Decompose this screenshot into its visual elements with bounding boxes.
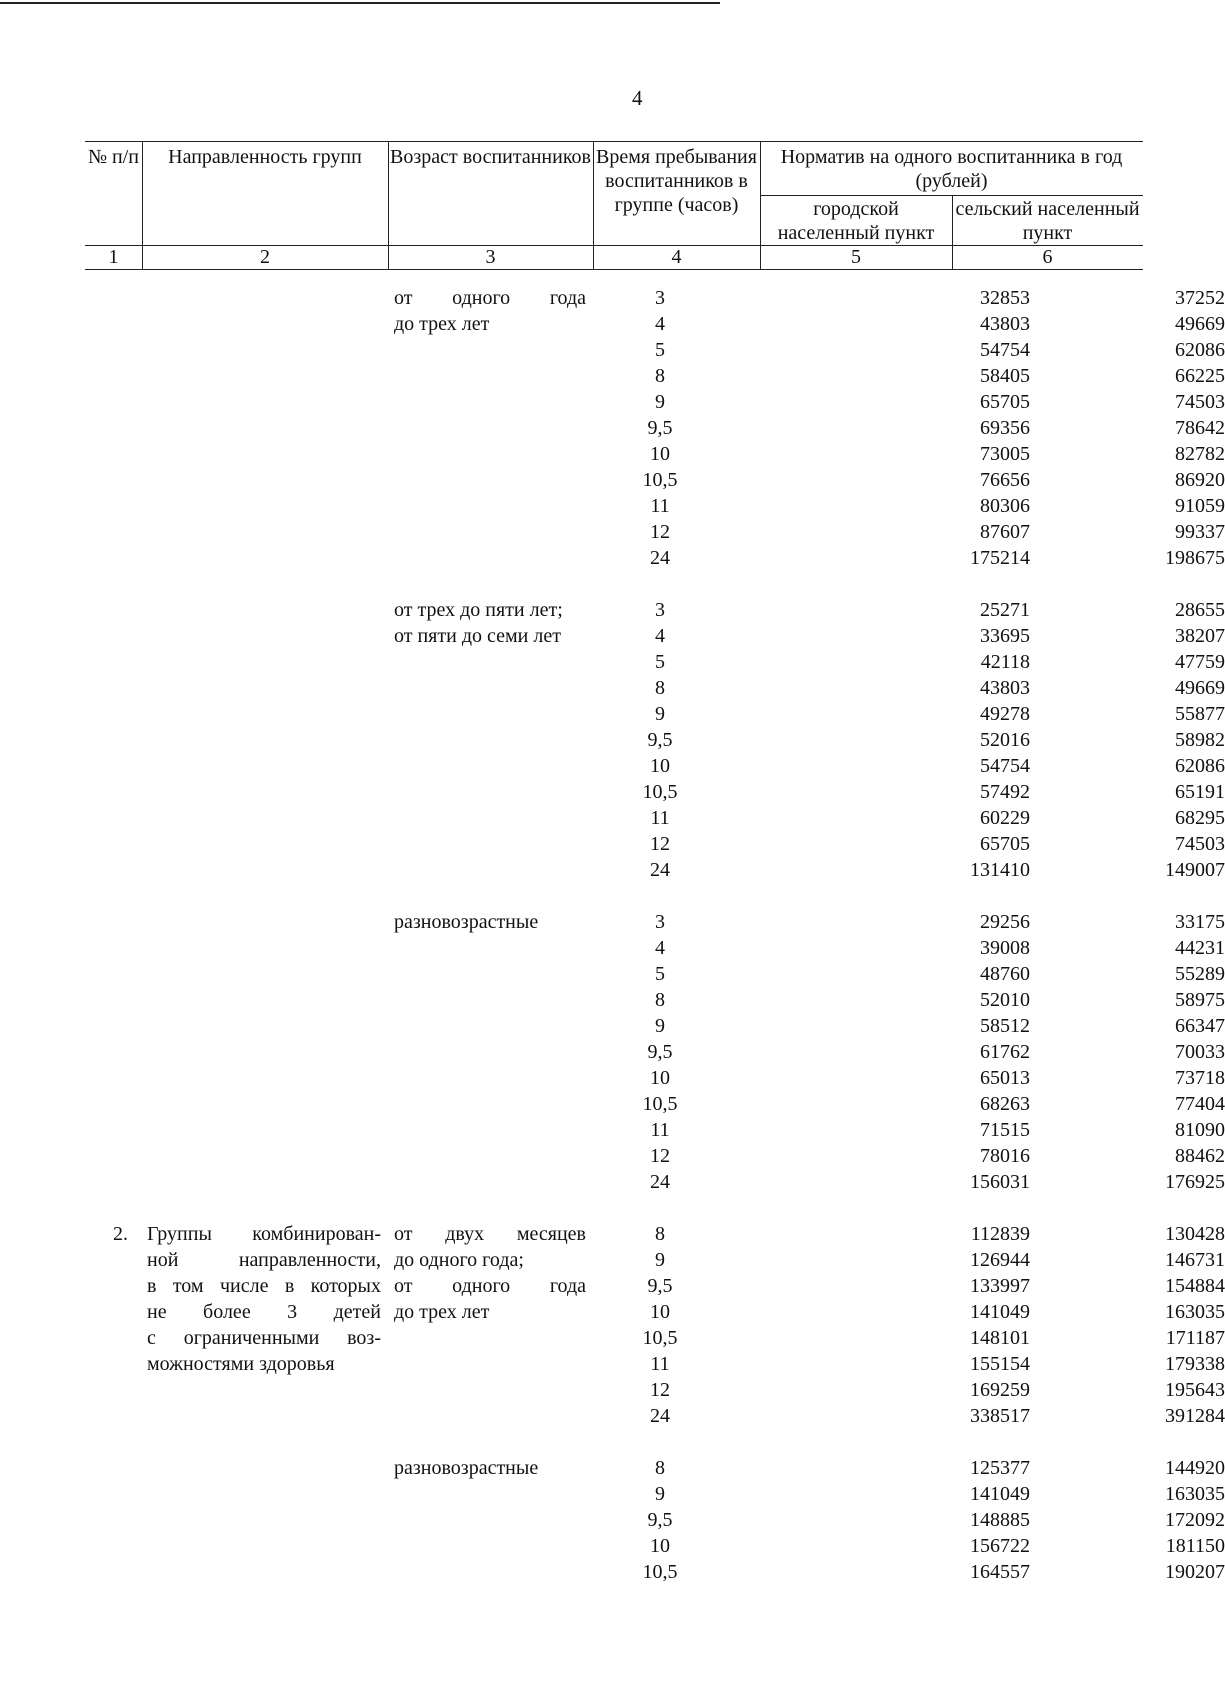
rural-norm-cell: 86920 bbox=[1175, 469, 1225, 491]
rural-norm-cell: 49669 bbox=[1175, 677, 1225, 699]
time-cell: 9 bbox=[655, 1483, 665, 1505]
time-cell: 8 bbox=[655, 677, 665, 699]
rural-norm-cell: 74503 bbox=[1175, 391, 1225, 413]
direction-line: Группы комбинирован- bbox=[147, 1223, 381, 1245]
urban-norm-cell: 58405 bbox=[980, 365, 1030, 387]
urban-norm-cell: 49278 bbox=[980, 703, 1030, 725]
time-cell: 10 bbox=[650, 1301, 670, 1323]
rural-norm-cell: 77404 bbox=[1175, 1093, 1225, 1115]
urban-norm-cell: 58512 bbox=[980, 1015, 1030, 1037]
urban-norm-cell: 61762 bbox=[980, 1041, 1030, 1063]
time-cell: 24 bbox=[650, 859, 670, 881]
rural-norm-cell: 130428 bbox=[1165, 1223, 1225, 1245]
rural-norm-cell: 66225 bbox=[1175, 365, 1225, 387]
rural-norm-cell: 49669 bbox=[1175, 313, 1225, 335]
time-cell: 24 bbox=[650, 1171, 670, 1193]
urban-norm-cell: 68263 bbox=[980, 1093, 1030, 1115]
urban-norm-cell: 57492 bbox=[980, 781, 1030, 803]
time-cell: 11 bbox=[650, 1119, 670, 1141]
time-cell: 24 bbox=[650, 547, 670, 569]
urban-norm-cell: 155154 bbox=[970, 1353, 1030, 1375]
rural-norm-cell: 163035 bbox=[1165, 1483, 1225, 1505]
urban-norm-cell: 39008 bbox=[980, 937, 1030, 959]
header-time: Время пребывания воспитанников в группе (часов) bbox=[596, 146, 757, 216]
header-colnum-1: 1 bbox=[108, 246, 119, 268]
urban-norm-cell: 141049 bbox=[970, 1483, 1030, 1505]
time-cell: 10 bbox=[650, 443, 670, 465]
age-line: от двух месяцев bbox=[394, 1223, 586, 1245]
rural-norm-cell: 195643 bbox=[1165, 1379, 1225, 1401]
header-urban: городской населенный пункт bbox=[777, 198, 935, 244]
urban-norm-cell: 42118 bbox=[980, 651, 1030, 673]
rural-norm-cell: 171187 bbox=[1165, 1327, 1225, 1349]
direction-line: ной направленности, bbox=[147, 1249, 381, 1271]
time-cell: 9 bbox=[655, 703, 665, 725]
urban-norm-cell: 148885 bbox=[970, 1509, 1030, 1531]
age-line: от одного года bbox=[394, 1275, 586, 1297]
urban-norm-cell: 32853 bbox=[980, 287, 1030, 309]
urban-norm-cell: 43803 bbox=[980, 313, 1030, 335]
rural-norm-cell: 74503 bbox=[1175, 833, 1225, 855]
urban-norm-cell: 141049 bbox=[970, 1301, 1030, 1323]
time-cell: 4 bbox=[655, 625, 665, 647]
rural-norm-cell: 47759 bbox=[1175, 651, 1225, 673]
urban-norm-cell: 80306 bbox=[980, 495, 1030, 517]
header-direction: Направленность групп bbox=[168, 146, 362, 168]
time-cell: 10,5 bbox=[642, 781, 678, 803]
time-cell: 11 bbox=[650, 807, 670, 829]
time-cell: 9,5 bbox=[647, 417, 673, 439]
urban-norm-cell: 48760 bbox=[980, 963, 1030, 985]
rural-norm-cell: 163035 bbox=[1165, 1301, 1225, 1323]
header-colnum-5: 5 bbox=[851, 246, 861, 268]
urban-norm-cell: 156031 bbox=[970, 1171, 1030, 1193]
urban-norm-cell: 78016 bbox=[980, 1145, 1030, 1167]
rural-norm-cell: 44231 bbox=[1175, 937, 1225, 959]
time-cell: 3 bbox=[655, 599, 665, 621]
time-cell: 10 bbox=[650, 755, 670, 777]
time-cell: 3 bbox=[655, 287, 665, 309]
rural-norm-cell: 82782 bbox=[1175, 443, 1225, 465]
urban-norm-cell: 69356 bbox=[980, 417, 1030, 439]
rural-norm-cell: 198675 bbox=[1165, 547, 1225, 569]
rural-norm-cell: 154884 bbox=[1165, 1275, 1225, 1297]
urban-norm-cell: 65705 bbox=[980, 391, 1030, 413]
time-cell: 5 bbox=[655, 651, 665, 673]
header-colnum-4: 4 bbox=[671, 246, 682, 268]
urban-norm-cell: 156722 bbox=[970, 1535, 1030, 1557]
age-line: до трех лет bbox=[394, 1301, 490, 1323]
age-line: от пяти до семи лет bbox=[394, 625, 561, 647]
time-cell: 9 bbox=[655, 391, 665, 413]
row-number: 2. bbox=[113, 1223, 128, 1245]
time-cell: 9,5 bbox=[647, 1275, 673, 1297]
rural-norm-cell: 28655 bbox=[1175, 599, 1225, 621]
urban-norm-cell: 25271 bbox=[980, 599, 1030, 621]
rural-norm-cell: 99337 bbox=[1175, 521, 1225, 543]
time-cell: 8 bbox=[655, 1223, 665, 1245]
urban-norm-cell: 175214 bbox=[970, 547, 1030, 569]
time-cell: 9,5 bbox=[647, 1041, 673, 1063]
time-cell: 12 bbox=[650, 1145, 670, 1167]
urban-norm-cell: 29256 bbox=[980, 911, 1030, 933]
rural-norm-cell: 58982 bbox=[1175, 729, 1225, 751]
rural-norm-cell: 181150 bbox=[1165, 1535, 1225, 1557]
header-age: Возраст воспитанников bbox=[390, 146, 591, 168]
age-line: до трех лет bbox=[394, 313, 490, 335]
rural-norm-cell: 391284 bbox=[1165, 1405, 1225, 1427]
rural-norm-cell: 58975 bbox=[1175, 989, 1225, 1011]
rural-norm-cell: 62086 bbox=[1175, 755, 1225, 777]
rural-norm-cell: 73718 bbox=[1175, 1067, 1225, 1089]
rural-norm-cell: 179338 bbox=[1165, 1353, 1225, 1375]
urban-norm-cell: 43803 bbox=[980, 677, 1030, 699]
urban-norm-cell: 148101 bbox=[970, 1327, 1030, 1349]
time-cell: 8 bbox=[655, 989, 665, 1011]
rural-norm-cell: 62086 bbox=[1175, 339, 1225, 361]
direction-line: не более 3 детей bbox=[147, 1301, 381, 1323]
time-cell: 8 bbox=[655, 365, 665, 387]
rural-norm-cell: 68295 bbox=[1175, 807, 1225, 829]
time-cell: 10 bbox=[650, 1535, 670, 1557]
time-cell: 12 bbox=[650, 1379, 670, 1401]
rural-norm-cell: 144920 bbox=[1165, 1457, 1225, 1479]
urban-norm-cell: 164557 bbox=[970, 1561, 1030, 1583]
page-number: 4 bbox=[632, 86, 643, 110]
age-line: разновозрастные bbox=[394, 911, 539, 933]
direction-line: в том числе в которых bbox=[147, 1275, 381, 1297]
urban-norm-cell: 54754 bbox=[980, 755, 1030, 777]
age-line: от трех до пяти лет; bbox=[394, 599, 563, 621]
direction-line: можностями здоровья bbox=[147, 1353, 335, 1375]
time-cell: 9,5 bbox=[647, 1509, 673, 1531]
rural-norm-cell: 37252 bbox=[1175, 287, 1225, 309]
urban-norm-cell: 131410 bbox=[970, 859, 1030, 881]
header-rural: сельский населенный пункт bbox=[955, 198, 1140, 244]
urban-norm-cell: 338517 bbox=[970, 1405, 1030, 1427]
rural-norm-cell: 55289 bbox=[1175, 963, 1225, 985]
time-cell: 12 bbox=[650, 833, 670, 855]
urban-norm-cell: 65013 bbox=[980, 1067, 1030, 1089]
header-norm: Норматив на одного воспитанника в год (рублей) bbox=[780, 146, 1123, 192]
time-cell: 10,5 bbox=[642, 469, 678, 491]
urban-norm-cell: 54754 bbox=[980, 339, 1030, 361]
time-cell: 8 bbox=[655, 1457, 665, 1479]
time-cell: 11 bbox=[650, 1353, 670, 1375]
time-cell: 10 bbox=[650, 1067, 670, 1089]
time-cell: 3 bbox=[655, 911, 665, 933]
rural-norm-cell: 81090 bbox=[1175, 1119, 1225, 1141]
rural-norm-cell: 65191 bbox=[1175, 781, 1225, 803]
time-cell: 10,5 bbox=[642, 1561, 678, 1583]
time-cell: 9 bbox=[655, 1249, 665, 1271]
time-cell: 5 bbox=[655, 339, 665, 361]
header-num: № п/п bbox=[87, 146, 140, 168]
urban-norm-cell: 87607 bbox=[980, 521, 1030, 543]
urban-norm-cell: 133997 bbox=[970, 1275, 1030, 1297]
rural-norm-cell: 176925 bbox=[1165, 1171, 1225, 1193]
time-cell: 4 bbox=[655, 313, 665, 335]
rural-norm-cell: 78642 bbox=[1175, 417, 1225, 439]
time-cell: 9 bbox=[655, 1015, 665, 1037]
urban-norm-cell: 52010 bbox=[980, 989, 1030, 1011]
urban-norm-cell: 126944 bbox=[970, 1249, 1030, 1271]
scan-edge-line bbox=[0, 2, 720, 4]
urban-norm-cell: 60229 bbox=[980, 807, 1030, 829]
urban-norm-cell: 33695 bbox=[980, 625, 1030, 647]
time-cell: 9,5 bbox=[647, 729, 673, 751]
rural-norm-cell: 55877 bbox=[1175, 703, 1225, 725]
urban-norm-cell: 76656 bbox=[980, 469, 1030, 491]
rural-norm-cell: 91059 bbox=[1175, 495, 1225, 517]
time-cell: 10,5 bbox=[642, 1327, 678, 1349]
urban-norm-cell: 73005 bbox=[980, 443, 1030, 465]
age-line: от одного года bbox=[394, 287, 586, 309]
urban-norm-cell: 65705 bbox=[980, 833, 1030, 855]
rural-norm-cell: 190207 bbox=[1165, 1561, 1225, 1583]
rural-norm-cell: 172092 bbox=[1165, 1509, 1225, 1531]
rural-norm-cell: 88462 bbox=[1175, 1145, 1225, 1167]
time-cell: 11 bbox=[650, 495, 670, 517]
rural-norm-cell: 33175 bbox=[1175, 911, 1225, 933]
rural-norm-cell: 38207 bbox=[1175, 625, 1225, 647]
rural-norm-cell: 149007 bbox=[1165, 859, 1225, 881]
urban-norm-cell: 52016 bbox=[980, 729, 1030, 751]
urban-norm-cell: 112839 bbox=[970, 1223, 1030, 1245]
time-cell: 4 bbox=[655, 937, 665, 959]
time-cell: 24 bbox=[650, 1405, 670, 1427]
time-cell: 12 bbox=[650, 521, 670, 543]
urban-norm-cell: 169259 bbox=[970, 1379, 1030, 1401]
urban-norm-cell: 125377 bbox=[970, 1457, 1030, 1479]
header-colnum-6: 6 bbox=[1042, 246, 1053, 268]
time-cell: 10,5 bbox=[642, 1093, 678, 1115]
rural-norm-cell: 70033 bbox=[1175, 1041, 1225, 1063]
rural-norm-cell: 66347 bbox=[1175, 1015, 1225, 1037]
header-colnum-3: 3 bbox=[485, 246, 496, 268]
time-cell: 5 bbox=[655, 963, 665, 985]
age-line: до одного года; bbox=[394, 1249, 524, 1271]
age-line: разновозрастные bbox=[394, 1457, 539, 1479]
rural-norm-cell: 146731 bbox=[1165, 1249, 1225, 1271]
direction-line: с ограниченными воз- bbox=[147, 1327, 381, 1349]
header-colnum-2: 2 bbox=[260, 246, 270, 268]
urban-norm-cell: 71515 bbox=[980, 1119, 1030, 1141]
